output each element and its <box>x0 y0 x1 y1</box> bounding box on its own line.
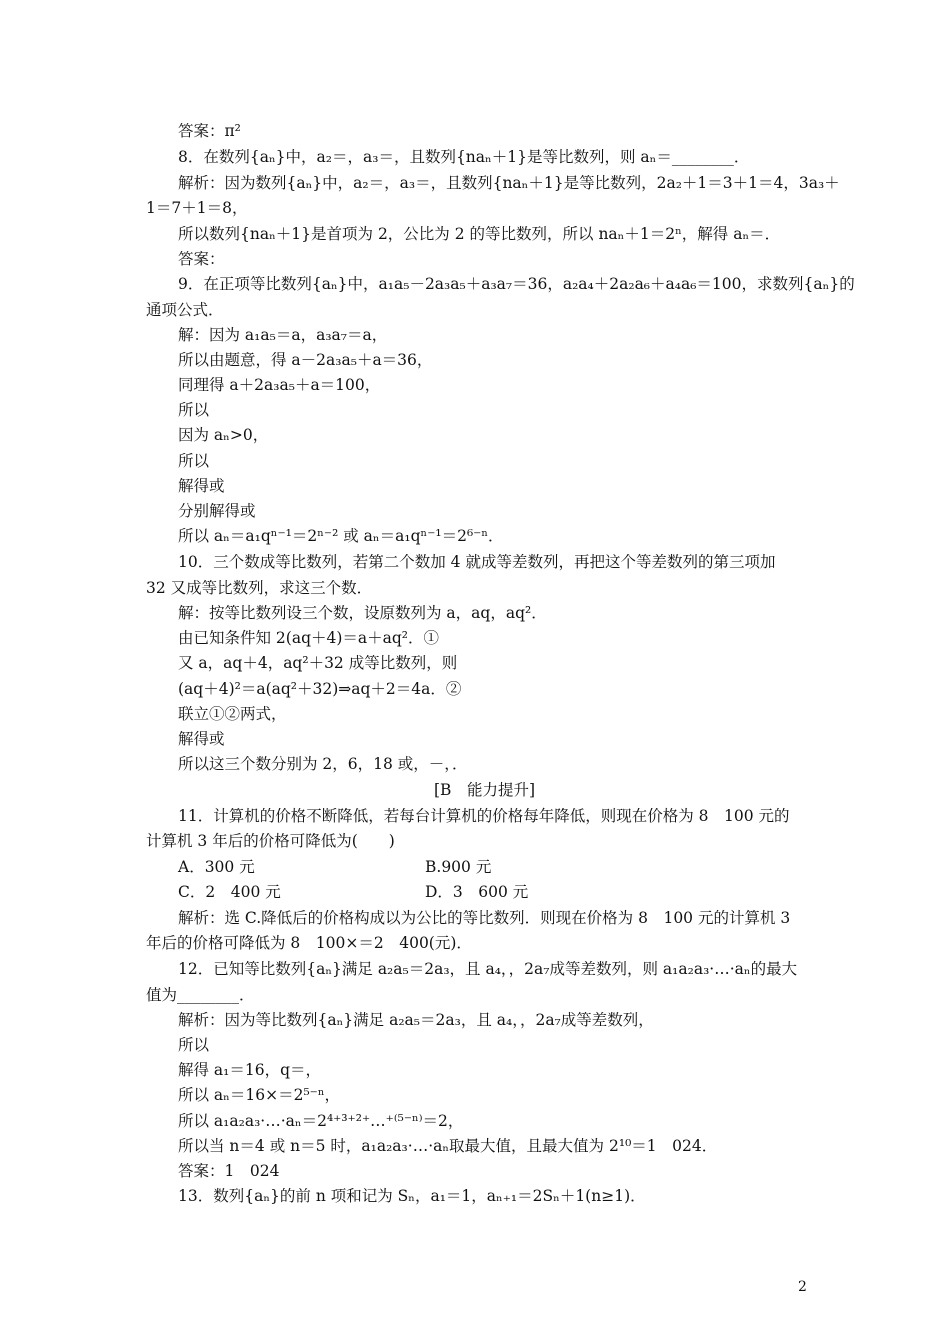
solution-10-line-1: 解：按等比数列设三个数，设原数列为 a，aq，aq²． <box>178 604 547 622</box>
question-13: 13．数列{aₙ}的前 n 项和记为 Sₙ，a₁＝1，aₙ₊₁＝2Sₙ＋1(n≥1)． <box>178 1187 646 1205</box>
solution-11-line-2: 年后的价格可降低为 8 100×＝2 400(元)． <box>146 934 472 952</box>
solution-10-line-3: 又 a，aq＋4，aq²＋32 成等比数列，则 <box>178 654 458 672</box>
question-10-line-2: 32 又成等比数列，求这三个数． <box>146 579 373 597</box>
solution-9-line-9: 所以 aₙ＝a₁qⁿ⁻¹＝2ⁿ⁻² 或 aₙ＝a₁qⁿ⁻¹＝2⁶⁻ⁿ． <box>178 527 504 545</box>
solution-9-line-4: 所以 <box>178 401 210 419</box>
solution-12-line-3: 解得 a₁＝16，q＝， <box>178 1061 322 1079</box>
answer-8: 答案： <box>178 250 225 268</box>
option-d: D．3 600 元 <box>425 883 529 901</box>
solution-8-line-1: 解析：因为数列{aₙ}中，a₂＝，a₃＝，且数列{naₙ＋1}是等比数列，2a₂＋1＝3＋1＝4，3a₃＋ <box>178 174 840 192</box>
question-10-line-1: 10．三个数成等比数列，若第二个数加 4 就成等差数列，再把这个等差数列的第三项加 <box>178 553 776 571</box>
question-11-line-2: 计算机 3 年后的价格可降低为( ) <box>146 832 395 850</box>
question-12-line-1: 12．已知等比数列{aₙ}满足 a₂a₅＝2a₃，且 a₄，，2a₇成等差数列，则 a₁a₂a₃·…·aₙ的最大 <box>178 960 798 978</box>
solution-10-line-7: 所以这三个数分别为 2，6，18 或，－，． <box>178 755 468 773</box>
solution-9-line-3: 同理得 a＋2a₃a₅＋a＝100， <box>178 376 381 394</box>
question-12-line-2: 值为________． <box>146 986 255 1004</box>
section-heading-b: [B 能力提升] <box>434 781 535 799</box>
option-b: B.900 元 <box>425 858 492 876</box>
solution-10-line-4: (aq＋4)²＝a(aq²＋32)⇒aq＋2＝4a．② <box>178 680 462 698</box>
solution-10-line-5: 联立①②两式， <box>178 705 287 723</box>
question-11-line-1: 11．计算机的价格不断降低，若每台计算机的价格每年降低，则现在价格为 8 100 元的 <box>178 807 790 825</box>
solution-9-line-8: 分别解得或 <box>178 502 256 520</box>
solution-9-line-6: 所以 <box>178 452 210 470</box>
solution-8-line-3: 所以数列{naₙ＋1}是首项为 2，公比为 2 的等比数列，所以 naₙ＋1＝2ⁿ，解得 aₙ＝． <box>178 225 781 243</box>
answer-12: 答案：1 024 <box>178 1162 280 1180</box>
solution-9-line-1: 解：因为 a₁a₅＝a，a₃a₇＝a， <box>178 326 388 344</box>
solution-9-line-5: 因为 aₙ>0， <box>178 426 269 444</box>
solution-12-line-5: 所以 a₁a₂a₃·…·aₙ＝2⁴⁺³⁺²⁺…⁺⁽⁵⁻ⁿ⁾＝2， <box>178 1112 464 1130</box>
solution-9-line-7: 解得或 <box>178 477 225 495</box>
solution-12-line-4: 所以 aₙ＝16×＝2⁵⁻ⁿ， <box>178 1086 341 1104</box>
solution-11-line-1: 解析：选 C.降低后的价格构成以为公比的等比数列．则现在价格为 8 100 元的计算机 3 <box>178 909 791 927</box>
solution-12-line-2: 所以 <box>178 1036 210 1054</box>
option-a: A．300 元 <box>178 858 255 876</box>
question-8: 8．在数列{aₙ}中，a₂＝，a₃＝，且数列{naₙ＋1}是等比数列，则 aₙ＝________． <box>178 148 750 166</box>
solution-10-line-6: 解得或 <box>178 730 225 748</box>
answer-7: 答案：π² <box>178 122 241 140</box>
question-9-line-2: 通项公式． <box>146 301 224 319</box>
solution-8-line-2: 1＝7＋1＝8， <box>146 199 248 217</box>
question-9-line-1: 9．在正项等比数列{aₙ}中，a₁a₅－2a₃a₅＋a₃a₇＝36，a₂a₄＋2a₂a₆＋a₄a₆＝100，求数列{aₙ}的 <box>178 275 855 293</box>
page-number: 2 <box>798 1279 807 1295</box>
solution-10-line-2: 由已知条件知 2(aq＋4)＝a＋aq²．① <box>178 629 440 647</box>
solution-12-line-6: 所以当 n＝4 或 n＝5 时，a₁a₂a₃·…·aₙ取最大值，且最大值为 2¹⁰＝1 024． <box>178 1137 718 1155</box>
solution-12-line-1: 解析：因为等比数列{aₙ}满足 a₂a₅＝2a₃，且 a₄，，2a₇成等差数列， <box>178 1011 654 1029</box>
option-c: C．2 400 元 <box>178 883 281 901</box>
solution-9-line-2: 所以由题意，得 a－2a₃a₅＋a＝36， <box>178 351 433 369</box>
